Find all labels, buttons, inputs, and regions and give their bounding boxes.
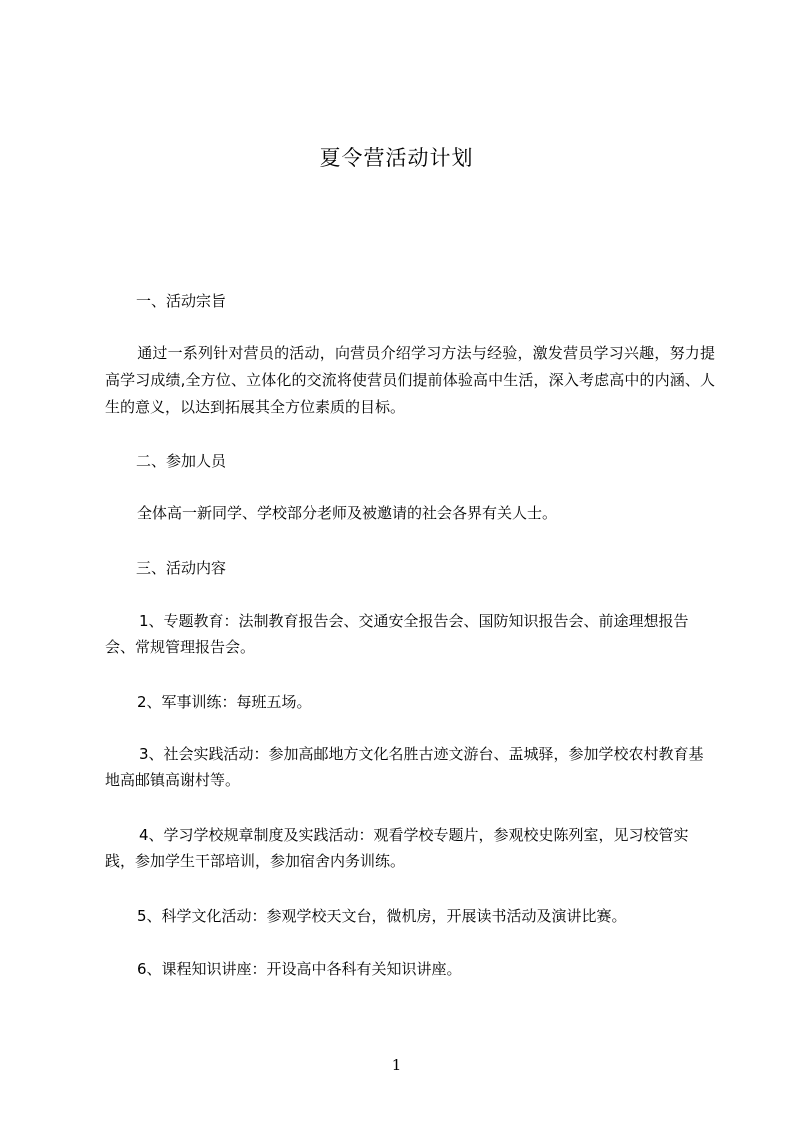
list-item <box>105 903 715 929</box>
page-number: 1 <box>391 1056 402 1074</box>
list-item-text: 1、专题教育：法制教育报告会、交通安全报告会、国防知识报告会、前途理想报告会、常规管理报告会。 <box>105 612 689 656</box>
section-body-participants-text: 全体高一新同学、学校部分老师及被邀请的社会各界有关人士。 <box>137 504 558 522</box>
section-body-purpose <box>105 340 715 421</box>
section-heading-content: 三、活动内容 <box>136 559 227 577</box>
list-item-text: 5、科学文化活动：参观学校天文台，微机房，开展读书活动及演讲比赛。 <box>137 907 627 925</box>
list-item-text: 2、军事训练：每班五场。 <box>137 693 312 711</box>
list-item <box>105 689 715 715</box>
section-body-purpose-text: 通过一系列针对营员的活动，向营员介绍学习方法与经验，激发营员学习兴趣，努力提高学习成绩,全方位、立体化的交流将使营员们提前体验高中生活，深入考虑高中的内涵、人生的意义，以达到拓展其全方位素质的目标。 <box>105 344 715 416</box>
list-item <box>105 741 715 793</box>
section-body-participants <box>105 500 715 527</box>
list-item <box>105 822 715 874</box>
list-item-text: 4、学习学校规章制度及实践活动：观看学校专题片，参观校史陈列室，见习校管实践，参加学生干部培训，参加宿舍内务训练。 <box>105 826 689 870</box>
section-heading-participants: 二、参加人员 <box>136 452 227 470</box>
document-title: 夏令营活动计划 <box>319 146 474 170</box>
list-item-text: 6、课程知识讲座：开设高中各科有关知识讲座。 <box>137 960 462 978</box>
list-item <box>105 956 715 982</box>
list-item <box>105 608 715 660</box>
section-heading-purpose: 一、活动宗旨 <box>136 292 227 310</box>
list-item-text: 3、社会实践活动：参加高邮地方文化名胜古迹文游台、盂城驿，参加学校农村教育基地高邮镇高谢村等。 <box>105 745 704 789</box>
